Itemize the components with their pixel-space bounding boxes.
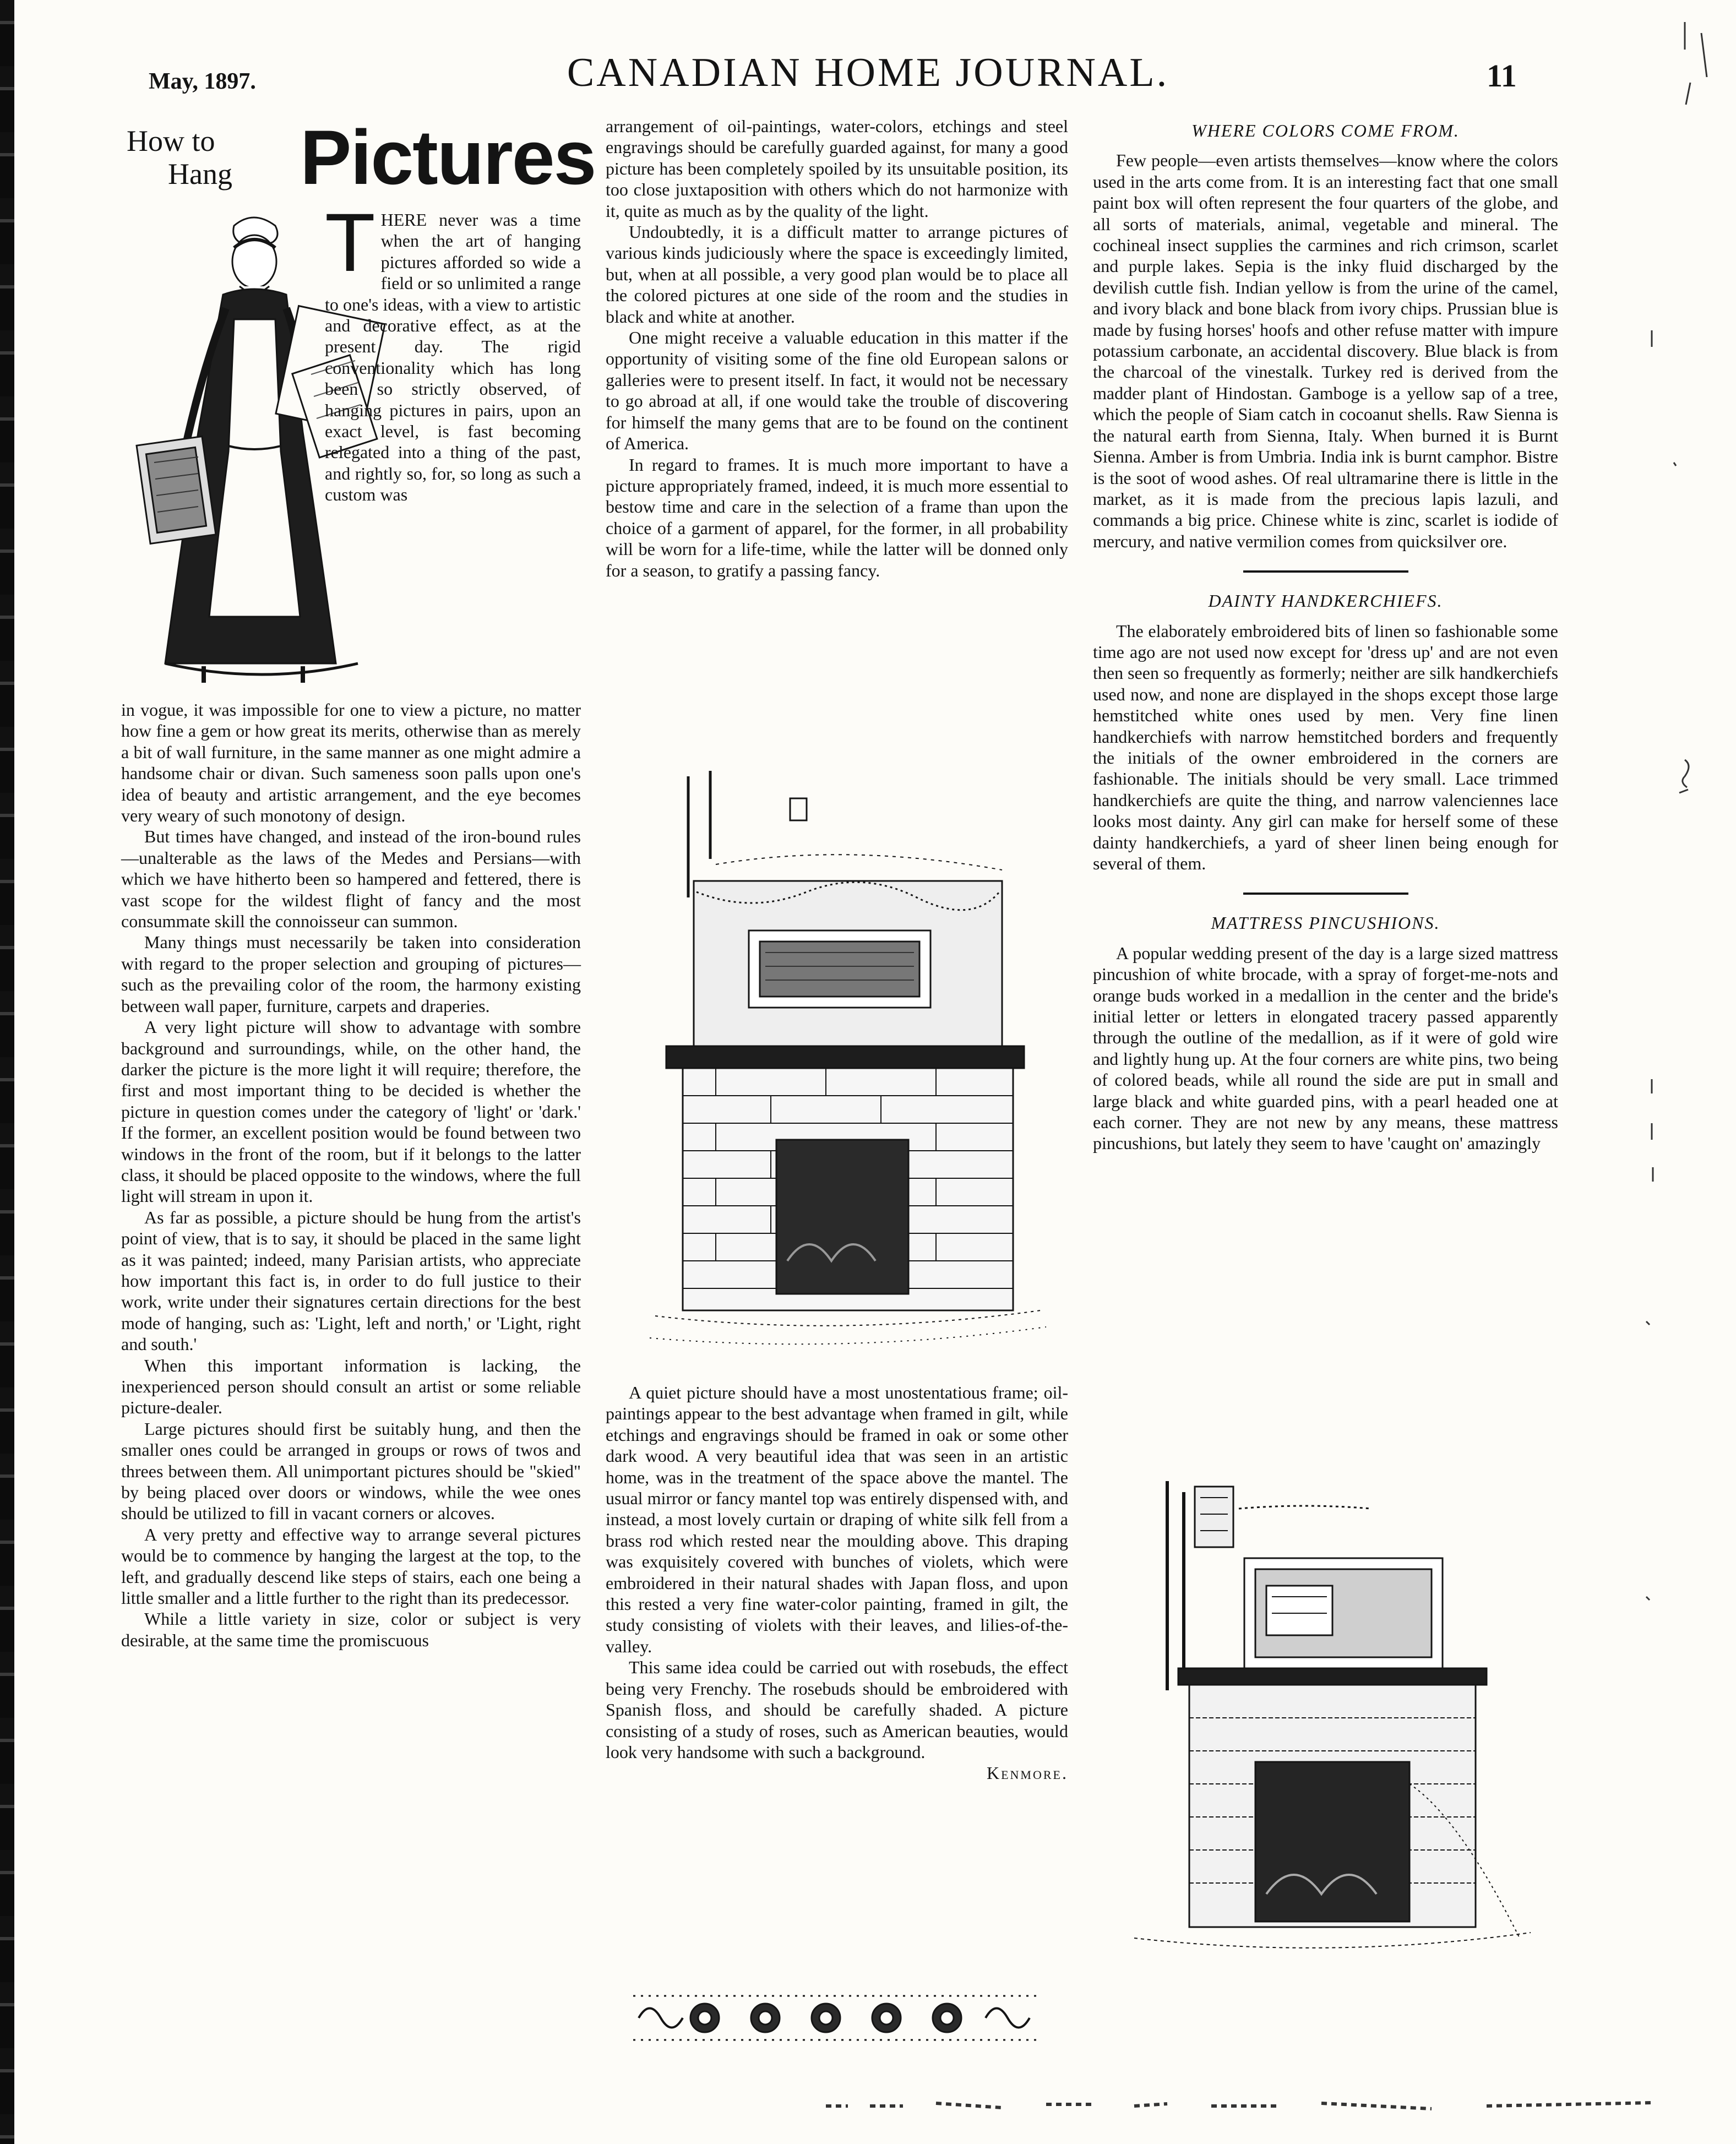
fireplace-illustration bbox=[633, 765, 1052, 1360]
paragraph: A very light picture will show to advantage with sombre background and surroundings, while, on the other hand, the darker the picture is the more light it will require; therefore, the first and most important thing to be decided is whether the picture in question comes under the category of 'light' or 'dark.' If the former, an excellent position would be found between two windows in the front of the room, but if it belongs to the latter class, it should be placed opposite to the windows, where the full light will stream in upon it. bbox=[121, 1017, 581, 1206]
paragraph: Many things must necessarily be taken into consideration with regard to the proper selection and grouping of pictures—such as the prevailing color of the room, the harmony existing between wall paper, furniture, carpets and draperies. bbox=[121, 932, 581, 1016]
article-column-2 bbox=[606, 116, 1068, 581]
intro-text: HERE never was a time when the art of hanging pictures afforded so wide a field or so unlimited a range to one's ideas, with a view to artistic and decorative effect, as at the present day. The rigid conventionality which has long been so strictly observed, of hanging pictures in pairs, upon an exact level, is fast becoming relegated into a thing of the past, and rightly so, for, so long as such a custom was bbox=[325, 210, 581, 505]
paragraph: Large pictures should first be suitably hung, and then the smaller ones could be arranged in groups or rows of twos and threes between them. All unimportant pictures should be "skied" by being placed over doors or windows, while the wee ones should be utilized to fill in vacant corners or alcoves. bbox=[121, 1418, 581, 1523]
paragraph: A very pretty and effective way to arrange several pictures would be to commence by hanging the largest at the top, to the left, and gradually descend like steps of stairs, each one being a little smaller and a little further to the right than its predecessor. bbox=[121, 1524, 581, 1608]
paragraph: in vogue, it was impossible for one to view a picture, no matter how fine a gem or how great its merits, otherwise than as merely a bit of wall furniture, in the same manner as one might admire a handsome chair or divan. Such sameness soon palls upon one's idea of beauty and artistic arrangement, and the eye becomes very weary of such monotony of design. bbox=[121, 700, 581, 826]
mantel-illustration bbox=[1112, 1476, 1542, 1960]
paragraph: As far as possible, a picture should be hung from the artist's point of view, that is to say, it should be placed in the same light as it was painted; indeed, many Parisian artists, who appreciate how important this fact is, in order to do full justice to their work, write under their signatures certain directions for the best mode of hanging, such as: 'Light, left and north,' or 'Light, right and south.' bbox=[121, 1207, 581, 1354]
article-column-2-continued bbox=[606, 1382, 1068, 1784]
masthead: CANADIAN HOME JOURNAL. bbox=[567, 50, 1169, 95]
paragraph: One might receive a valuable education in this matter if the opportunity of visiting some of the fine old European salons or galleries were to present itself. In fact, it would not be necessary to go abroad at all, if one would take the trouble of discovering for himself the many gems that are to be found on the continent of America. bbox=[606, 328, 1068, 454]
section-divider bbox=[1243, 570, 1408, 573]
page-header bbox=[0, 50, 1736, 110]
bottom-scan-artifacts bbox=[826, 2092, 1707, 2120]
title-how: How to bbox=[127, 124, 215, 157]
article-column-1 bbox=[121, 699, 581, 1651]
author-signature: Kenmore. bbox=[987, 1763, 1068, 1783]
title-hang: Hang bbox=[168, 157, 232, 191]
paragraph: In regard to frames. It is much more important to have a picture appropriately framed, indeed, it is much more essential to bestow time and care in the selection of a frame than upon the choice of a garment of apparel, for the former, in all probability will be worn for a life-time, while the latter will be donned only for a season, to gratify a passing fancy. bbox=[606, 454, 1068, 580]
paragraph: Few people—even artists themselves—know where the colors used in the arts come from. It is an interesting fact that one small paint box will often represent the four quarters of the globe, and all sorts of materials, animal, vegetable and mineral. The cochineal insect supplies the carmines and rich crimson, scarlet and purple lakes. Sepia is the inky fluid discharged by the devilish cuttle fish. Indian yellow is from the urine of the camel, and ivory black and bone black from ivory chips. Prussian blue is made by fusing horses' hoofs and other refuse matter with impure potassium carbonate, an accidental discovery. Blue black is from the charcoal of the vinestalk. Turkey red is derived from the madder plant of Hindostan. Gamboge is a yellow sap of a tree, which the people of Siam catch in cocoanut shells. Raw Sienna is the natural earth from Sienna, Italy. When burned it is Burnt Sienna. Amber is from Umbria. India ink is burnt camphor. Bistre is the soot of wood ashes. Of real ultramarine there is little in the market, as it is made from the precious lapis lazuli, and commands a big price. Chinese white is zinc, scarlet is iodide of mercury, and native vermilion comes from quicksilver ore. bbox=[1093, 150, 1558, 551]
paragraph: Undoubtedly, it is a difficult matter to arrange pictures of various kinds judiciously where the space is exceedingly limited, but, when at all possible, a very good plan would be to place all the colored pictures at one side of the room and the studies in black and white at another. bbox=[606, 222, 1068, 327]
scan-artifacts bbox=[1630, 0, 1736, 2144]
sidebar-column bbox=[1093, 110, 1558, 1154]
drop-cap: T bbox=[325, 196, 376, 289]
paragraph: When this important information is lacking, the inexperienced person should consult an artist or some reliable picture-dealer. bbox=[121, 1355, 581, 1418]
section-divider bbox=[1243, 893, 1408, 895]
issue-date: May, 1897. bbox=[149, 69, 256, 94]
heading-pincushions: MATTRESS PINCUSHIONS. bbox=[1211, 913, 1440, 933]
heading-handkerchiefs: DAINTY HANDKERCHIEFS. bbox=[1208, 591, 1443, 611]
binding-edge bbox=[0, 0, 14, 2144]
paragraph: A popular wedding present of the day is a large sized mattress pincushion of white brocade, with a spray of forget-me-nots and orange buds worked in a medallion in the center and the bride's initial letter or letters in elongated tracery passed apparently through the outline of the medallion, as if it were of gold wire and lightly hung up. At the four corners are white pins, two being of colored beads, while all round the side are put in small and large black and white guarded pins, with a pearl headed one at each corner. They are not new by any means, these mattress pincushions, but lately they seem to have 'caught on' amazingly bbox=[1093, 943, 1558, 1153]
paragraph: But times have changed, and instead of the iron-bound rules—unalterable as the laws of the Medes and Persians—with which we have hitherto been so hampered and fettered, there is vast scope for the wildest flight of fancy and the most consummate skill the connoisseur can summon. bbox=[121, 826, 581, 932]
paragraph: arrangement of oil-paintings, water-colors, etchings and steel engravings should be carefully guarded against, for many a good picture has been completely spoiled by its unsuitable position, its too close juxtaposition with others which do not harmonize with it, quite as much as by the quality of the light. bbox=[606, 116, 1068, 221]
article-title bbox=[124, 113, 596, 200]
title-pictures: Pictures bbox=[300, 114, 596, 200]
paragraph: This same idea could be carried out with rosebuds, the effect being very Frenchy. The rosebuds should be embroidered with Spanish floss, and should be carefully shaded. A picture consisting of a study of roses, such as American beauties, would look very handsome with such a background. bbox=[606, 1657, 1068, 1762]
heading-colors: WHERE COLORS COME FROM. bbox=[1191, 121, 1460, 140]
decorative-ornament bbox=[622, 1988, 1052, 2048]
paragraph: The elaborately embroidered bits of linen so fashionable some time ago are not used now except for 'dress up' and are not even then seen so frequently as formerly; neither are silk handkerchiefs used now, and none are displayed in the shops except those large hemstitched white ones used by men. Very fine linen handkerchiefs with narrow hemstitched borders and frequently the initials of the owner embroidered in the corners are fashionable. The initials should be very small. Lace trimmed handkerchiefs are quite the thing, and narrow valenciennes lace looks most dainty. Any girl can make for herself some of these dainty handkerchiefs, a yard of sheer linen being enough for several of them. bbox=[1093, 621, 1559, 873]
article-intro bbox=[325, 196, 581, 505]
paragraph: While a little variety in size, color or subject is very desirable, at the same time the promiscuous bbox=[121, 1609, 581, 1650]
page-number: 11 bbox=[1487, 58, 1517, 94]
paragraph: A quiet picture should have a most unostentatious frame; oil-paintings appear to the best advantage when framed in gilt, while etchings and engravings should be framed in oak or some other dark wood. A very beautiful idea that was seen in an artistic home, was in the treatment of the space above the mantel. The usual mirror or fancy mantel top was entirely dispensed with, and instead, a most lovely curtain or draping of white silk fell from a brass rod which rested near the moulding above. This draping was exquisitely covered with bunches of violets, which were embroidered in their natural shades with Japan floss, and upon this rested a very fine water-color painting, framed in gilt, the study consisting of violets with their leaves, and lilies-of-the-valley. bbox=[606, 1383, 1068, 1656]
